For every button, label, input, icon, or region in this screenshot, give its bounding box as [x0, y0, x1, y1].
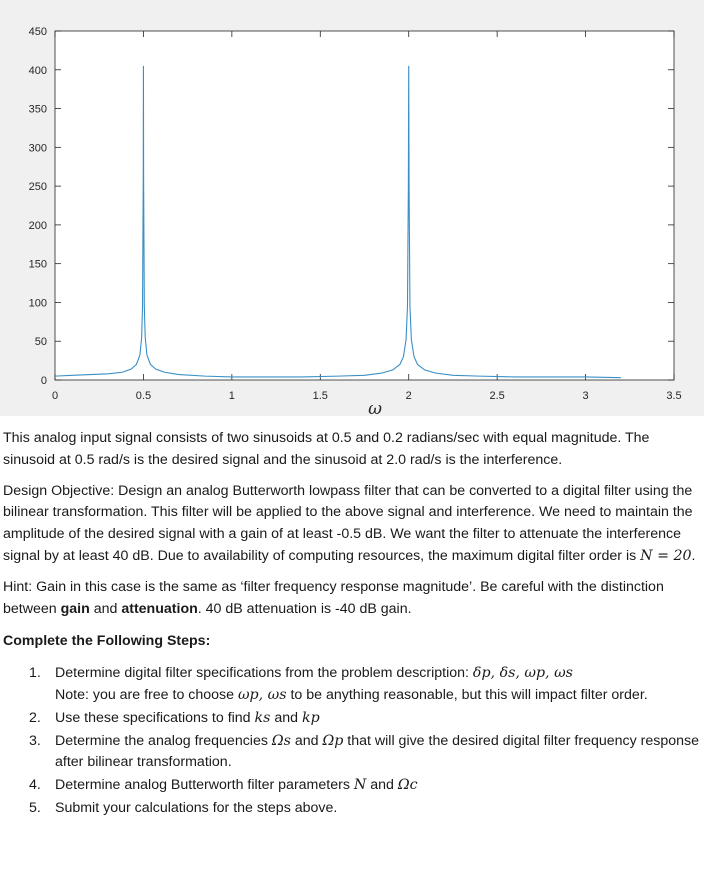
- hint-gain-term: gain: [60, 600, 90, 617]
- x-tick-label: 0: [51, 390, 59, 402]
- y-tick-label: 100: [28, 297, 47, 310]
- figure-panel: [0, 0, 704, 416]
- step-number-3: 3.: [29, 732, 41, 749]
- hint-end: . 40 dB attenuation is -40 dB gain.: [197, 600, 412, 617]
- step-math-N: N: [353, 777, 367, 794]
- step-math-omega-c: Ωc: [397, 777, 418, 794]
- step-item-4: [3, 775, 703, 797]
- y-tick-label: 0: [40, 375, 47, 387]
- y-tick-label: 200: [28, 219, 47, 232]
- step-math-omega-s: Ωs: [271, 732, 291, 749]
- step-item-3: [3, 731, 703, 775]
- step-math-omega-p: Ωp: [322, 732, 344, 749]
- step-note-1: [55, 685, 703, 707]
- hint-and: and: [89, 600, 122, 617]
- plot-area: [55, 31, 674, 380]
- step-and-3: and: [290, 732, 323, 749]
- step-text-2: Use these specifications to find: [55, 709, 255, 726]
- step-and-4: and: [366, 777, 398, 794]
- step-math-1: δp, δs, ωp, ωs: [472, 665, 573, 682]
- x-tick-label: 0.5: [135, 390, 152, 402]
- x-axis-label: ω: [368, 399, 382, 416]
- design-objective-end: .: [691, 547, 696, 564]
- design-objective-paragraph: [3, 481, 703, 568]
- hint-attenuation-term: attenuation: [121, 600, 198, 617]
- y-tick-label: 450: [28, 26, 47, 38]
- step-math-ks: ks: [254, 709, 271, 726]
- step-number-2: 2.: [29, 709, 41, 726]
- intro-paragraph: This analog input signal consists of two sinusoids at 0.5 and 0.2 radians/sec with equal magnitude. The sinusoid at 0.5 rad/s is the desired signal and the sinusoid at 2.0 rad/s is the interference.: [3, 430, 650, 468]
- x-tick-label: 1.5: [312, 390, 328, 402]
- steps-heading: [3, 631, 703, 653]
- y-tick-label: 350: [28, 103, 47, 116]
- step-text-4: Determine analog Butterworth filter parameters: [55, 777, 354, 794]
- step-and-2: and: [270, 709, 302, 726]
- step-math-kp: kp: [301, 709, 320, 726]
- x-tick-label: 1: [228, 390, 235, 402]
- hint-text: Hint: Gain in this case is the same as ‘filter frequency response magnitude’. Be careful with the distinction between: [3, 578, 664, 617]
- steps-heading-text: Complete the Following Steps:: [3, 633, 211, 650]
- step-number-4: 4.: [29, 777, 41, 794]
- max-order-expression: N = 20: [640, 547, 692, 564]
- step-item-2: [3, 708, 703, 730]
- x-tick-label: 2.5: [489, 390, 505, 402]
- step-text-3-end: that will give the desired digital filter frequency response after bilinear transformation.: [55, 732, 700, 771]
- steps-list: [3, 663, 703, 820]
- x-tick-label: 2: [405, 390, 412, 402]
- step-text-1: Determine digital filter specifications from the problem description:: [55, 665, 473, 682]
- step-note-post: to be anything reasonable, but this will impact filter order.: [286, 686, 648, 703]
- y-tick-label: 250: [28, 181, 47, 194]
- step-number-1: 1.: [29, 665, 41, 682]
- problem-text: [3, 428, 703, 821]
- y-tick-label: 150: [28, 258, 47, 271]
- spectrum-chart: [0, 0, 704, 416]
- step-text-3: Determine the analog frequencies: [55, 732, 272, 749]
- y-tick-label: 400: [28, 64, 47, 77]
- step-note-pre: Note: you are free to choose: [55, 686, 238, 703]
- y-tick-label: 300: [28, 142, 47, 155]
- hint-paragraph: [3, 577, 703, 621]
- step-number-5: 5.: [29, 799, 41, 816]
- y-tick-label: 50: [34, 336, 47, 349]
- step-item-5: [3, 798, 703, 820]
- design-objective-text: Design Objective: Design an analog Butterworth lowpass filter that can be converted to a digital filter using the bilinear transformation. This filter will be applied to the above signal and interference. We need to maintain the amplitude of the desired signal with a gain of at least -0.5 dB. We want the filter to attenuate the interference signal by at least 40 dB. Due to availability of computing resources, the maximum digital filter order is: [3, 482, 693, 564]
- step-text-5: Submit your calculations for the steps above.: [55, 799, 338, 816]
- x-tick-label: 3: [582, 390, 589, 402]
- step-note-math: ωp, ωs: [237, 686, 287, 703]
- x-tick-label: 3.5: [666, 390, 682, 402]
- step-item-1: [3, 663, 703, 707]
